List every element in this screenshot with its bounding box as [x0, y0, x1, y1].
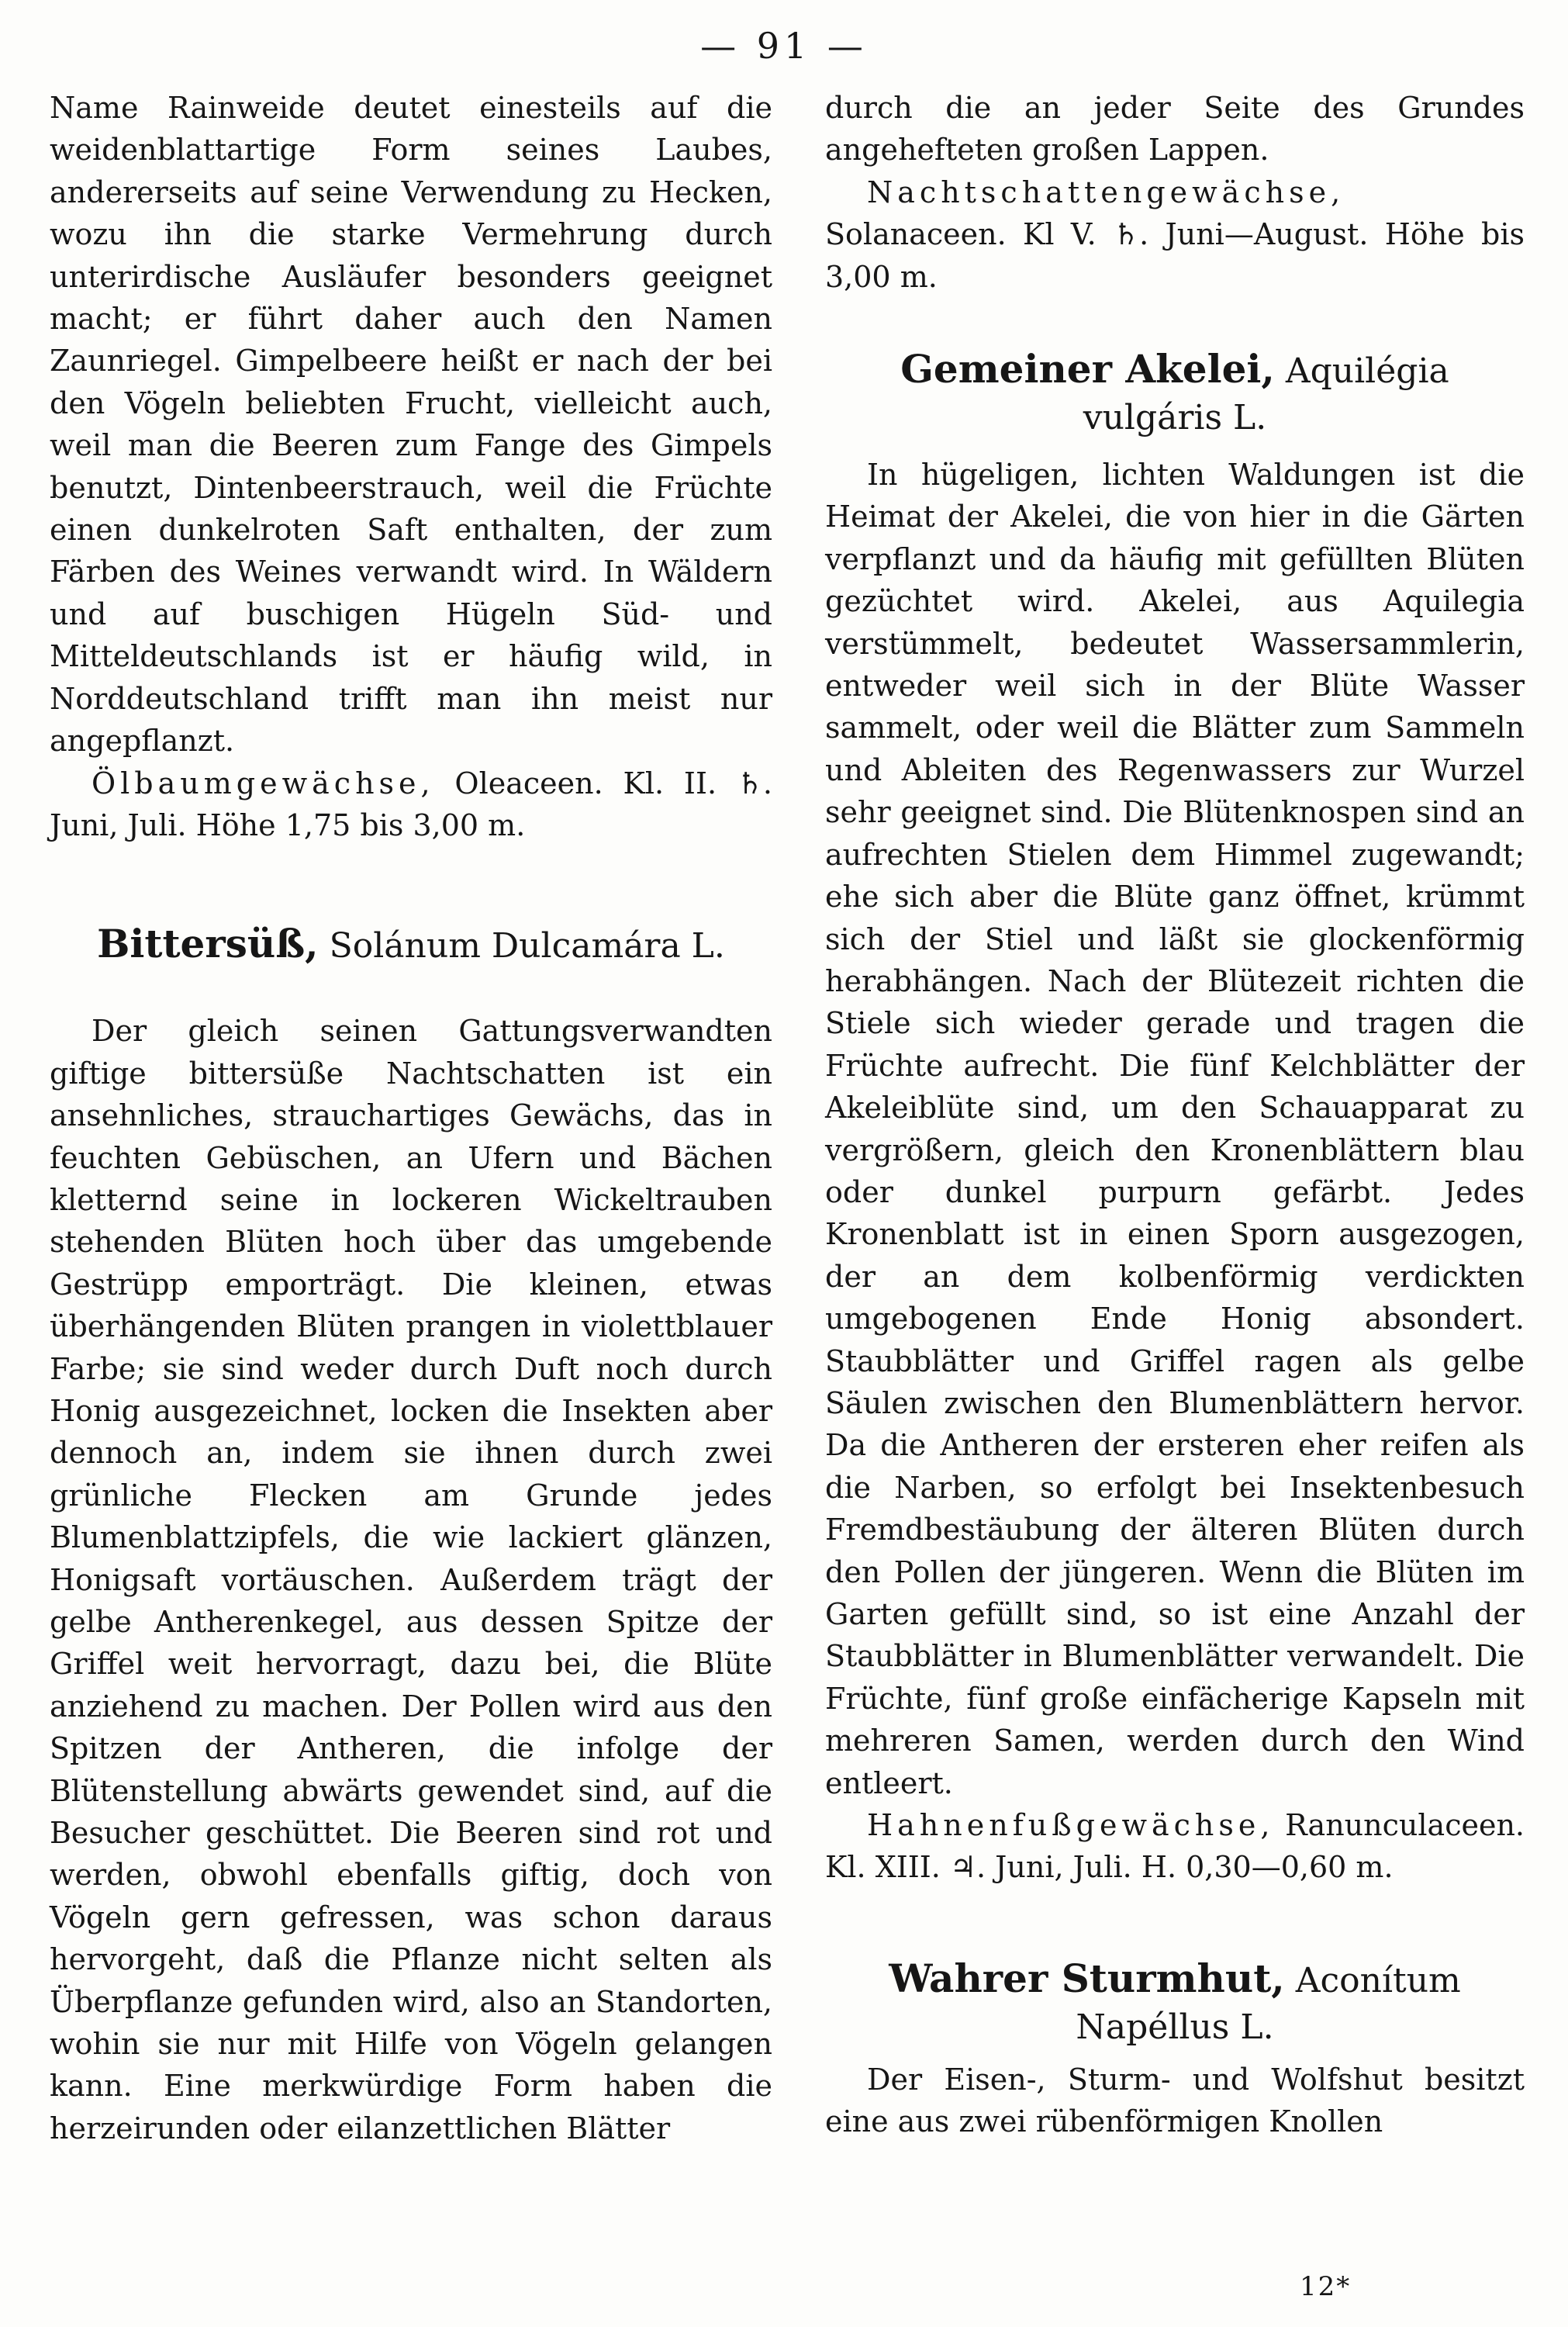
family-name: Hahnenfußgewächse, [867, 1808, 1275, 1843]
family-name: Nachtschattengewächse, [867, 175, 1345, 209]
family-line-solanaceae [825, 171, 1525, 298]
paragraph-bittersuess: Der gleich seinen Gattungsverwandten giftige bittersüße Nachtschatten ist ein ansehnliches, strauchartiges Gewächs, das in feuchten Gebüschen, an Ufern und Bächen kletternd seine in lockeren Wickeltrauben stehenden Blüten hoch über das umgebende Gestrüpp emporträgt. Die kleinen, etwas überhängenden Blüten prangen in violettblauer Farbe; sie sind weder durch Duft noch durch Honig ausgezeichnet, locken die Insekten aber dennoch an, indem sie ihnen durch zwei grünliche Flecken am Grunde jedes Blumenblattzipfels, die wie lackiert glänzen, Honigsaft vortäuschen. Außerdem trägt der gelbe Antherenkegel, aus dessen Spitze der Griffel weit hervorragt, dazu bei, die Blüte anziehend zu machen. Der Pollen wird aus den Spitzen der Antheren, die infolge der Blütenstellung abwärts gewendet sind, auf die Besucher geschüttet. Die Beeren sind rot und werden, obwohl ebenfalls giftig, doch von Vögeln gern gefressen, was schon daraus hervorgeht, daß die Pflanze nicht selten als Überpflanze gefunden wird, also an Standorten, wohin sie nur mit Hilfe von Vögeln gelangen kann. Eine merkwürdige Form haben die herzeirunden oder eilanzettlichen Blätter [50, 1014, 772, 2145]
heading-latin-name-cont: Napéllus L. [1076, 2007, 1274, 2047]
heading-sturmhut [825, 1955, 1525, 2051]
heading-akelei [825, 346, 1525, 441]
heading-latin-name: Aconítum [1284, 1960, 1461, 2000]
family-details: Solanaceen. Kl V. ♄. Juni—August. Höhe bis 3,00 m. [825, 217, 1525, 294]
left-column [50, 87, 772, 2149]
heading-latin-name: Solánum Dulcamára L. [318, 926, 725, 966]
heading-german-name: Wahrer Sturmhut, [889, 1955, 1285, 2001]
family-line-ranunculaceae [825, 1804, 1525, 1889]
family-name: Ölbaumgewächse, [92, 766, 435, 800]
paragraph-continuation: durch die an jeder Seite des Grundes angehefteten großen Lappen. [825, 91, 1525, 168]
page-number: — 91 — [700, 25, 868, 67]
family-details: Oleaceen. Kl. II. ♄. Juni, Juli. Höhe 1,75 bis 3,00 m. [50, 766, 772, 842]
right-column [825, 87, 1525, 2143]
paragraph-sturmhut: Der Eisen-, Sturm- und Wolfshut besitzt eine aus zwei rübenförmigen Knollen [825, 2062, 1525, 2139]
signature-mark: 12* [1300, 2271, 1352, 2302]
family-line-oleaceae [50, 762, 772, 847]
paragraph-rainweide-names: Name Rainweide deutet einesteils auf die weidenblattartige Form seines Laubes, andererseits auf seine Verwendung zu Hecken, wozu ihn die starke Vermehrung durch unterirdische Ausläufer besonders geeignet macht; er führt daher auch den Namen Zaunriegel. Gimpelbeere heißt er nach der bei den Vögeln beliebten Frucht, vielleicht auch, weil man die Beeren zum Fange des Gimpels benutzt, Dintenbeerstrauch, weil die Früchte einen dunkelroten Saft enthalten, der zum Färben des Weines verwandt wird. In Wäldern und auf buschigen Hügeln Süd- und Mitteldeutschlands ist er häufig wild, in Norddeutschland trifft man ihn meist nur angepflanzt. [50, 91, 772, 759]
heading-german-name: Bittersüß, [97, 921, 319, 967]
heading-bittersuess [50, 921, 772, 970]
family-details: Ranunculaceen. Kl. XIII. ♃. Juni, Juli. H. 0,30—0,60 m. [825, 1808, 1525, 1885]
heading-german-name: Gemeiner Akelei, [900, 346, 1275, 392]
heading-latin-name: Aquilégia [1274, 351, 1449, 392]
heading-latin-name-cont: vulgáris L. [1083, 398, 1267, 438]
paragraph-akelei: In hügeligen, lichten Waldungen ist die Heimat der Akelei, die von hier in die Gärten verpflanzt und da häufig mit gefüllten Blüten gezüchtet wird. Akelei, aus Aquilegia verstümmelt, bedeutet Wassersammlerin, entweder weil sich in der Blüte Wasser sammelt, oder weil die Blätter zum Sammeln und Ableiten des Regenwassers zur Wurzel sehr geeignet sind. Die Blütenknospen sind an aufrechten Stielen dem Himmel zugewandt; ehe sich aber die Blüte ganz öffnet, krümmt sich der Stiel und läßt sie glockenförmig herabhängen. Nach der Blütezeit richten die Stiele sich wieder gerade und tragen die Früchte aufrecht. Die fünf Kelchblätter der Akeleiblüte sind, um den Schauapparat zu vergrößern, gleich den Kronenblättern blau oder dunkel purpurn gefärbt. Jedes Kronenblatt ist in einen Sporn ausgezogen, der an dem kolbenförmig verdickten umgebogenen Ende Honig absondert. Staubblätter und Griffel ragen als gelbe Säulen zwischen den Blumenblättern hervor. Da die Antheren der ersteren eher reifen als die Narben, so erfolgt bei Insektenbesuch Fremdbestäubung der älteren Blüten durch den Pollen der jüngeren. Wenn die Blüten im Garten gefüllt sind, so ist eine Anzahl der Staubblätter in Blumenblätter verwandelt. Die Früchte, fünf große einfächerige Kapseln mit mehreren Samen, werden durch den Wind entleert. [825, 458, 1525, 1800]
